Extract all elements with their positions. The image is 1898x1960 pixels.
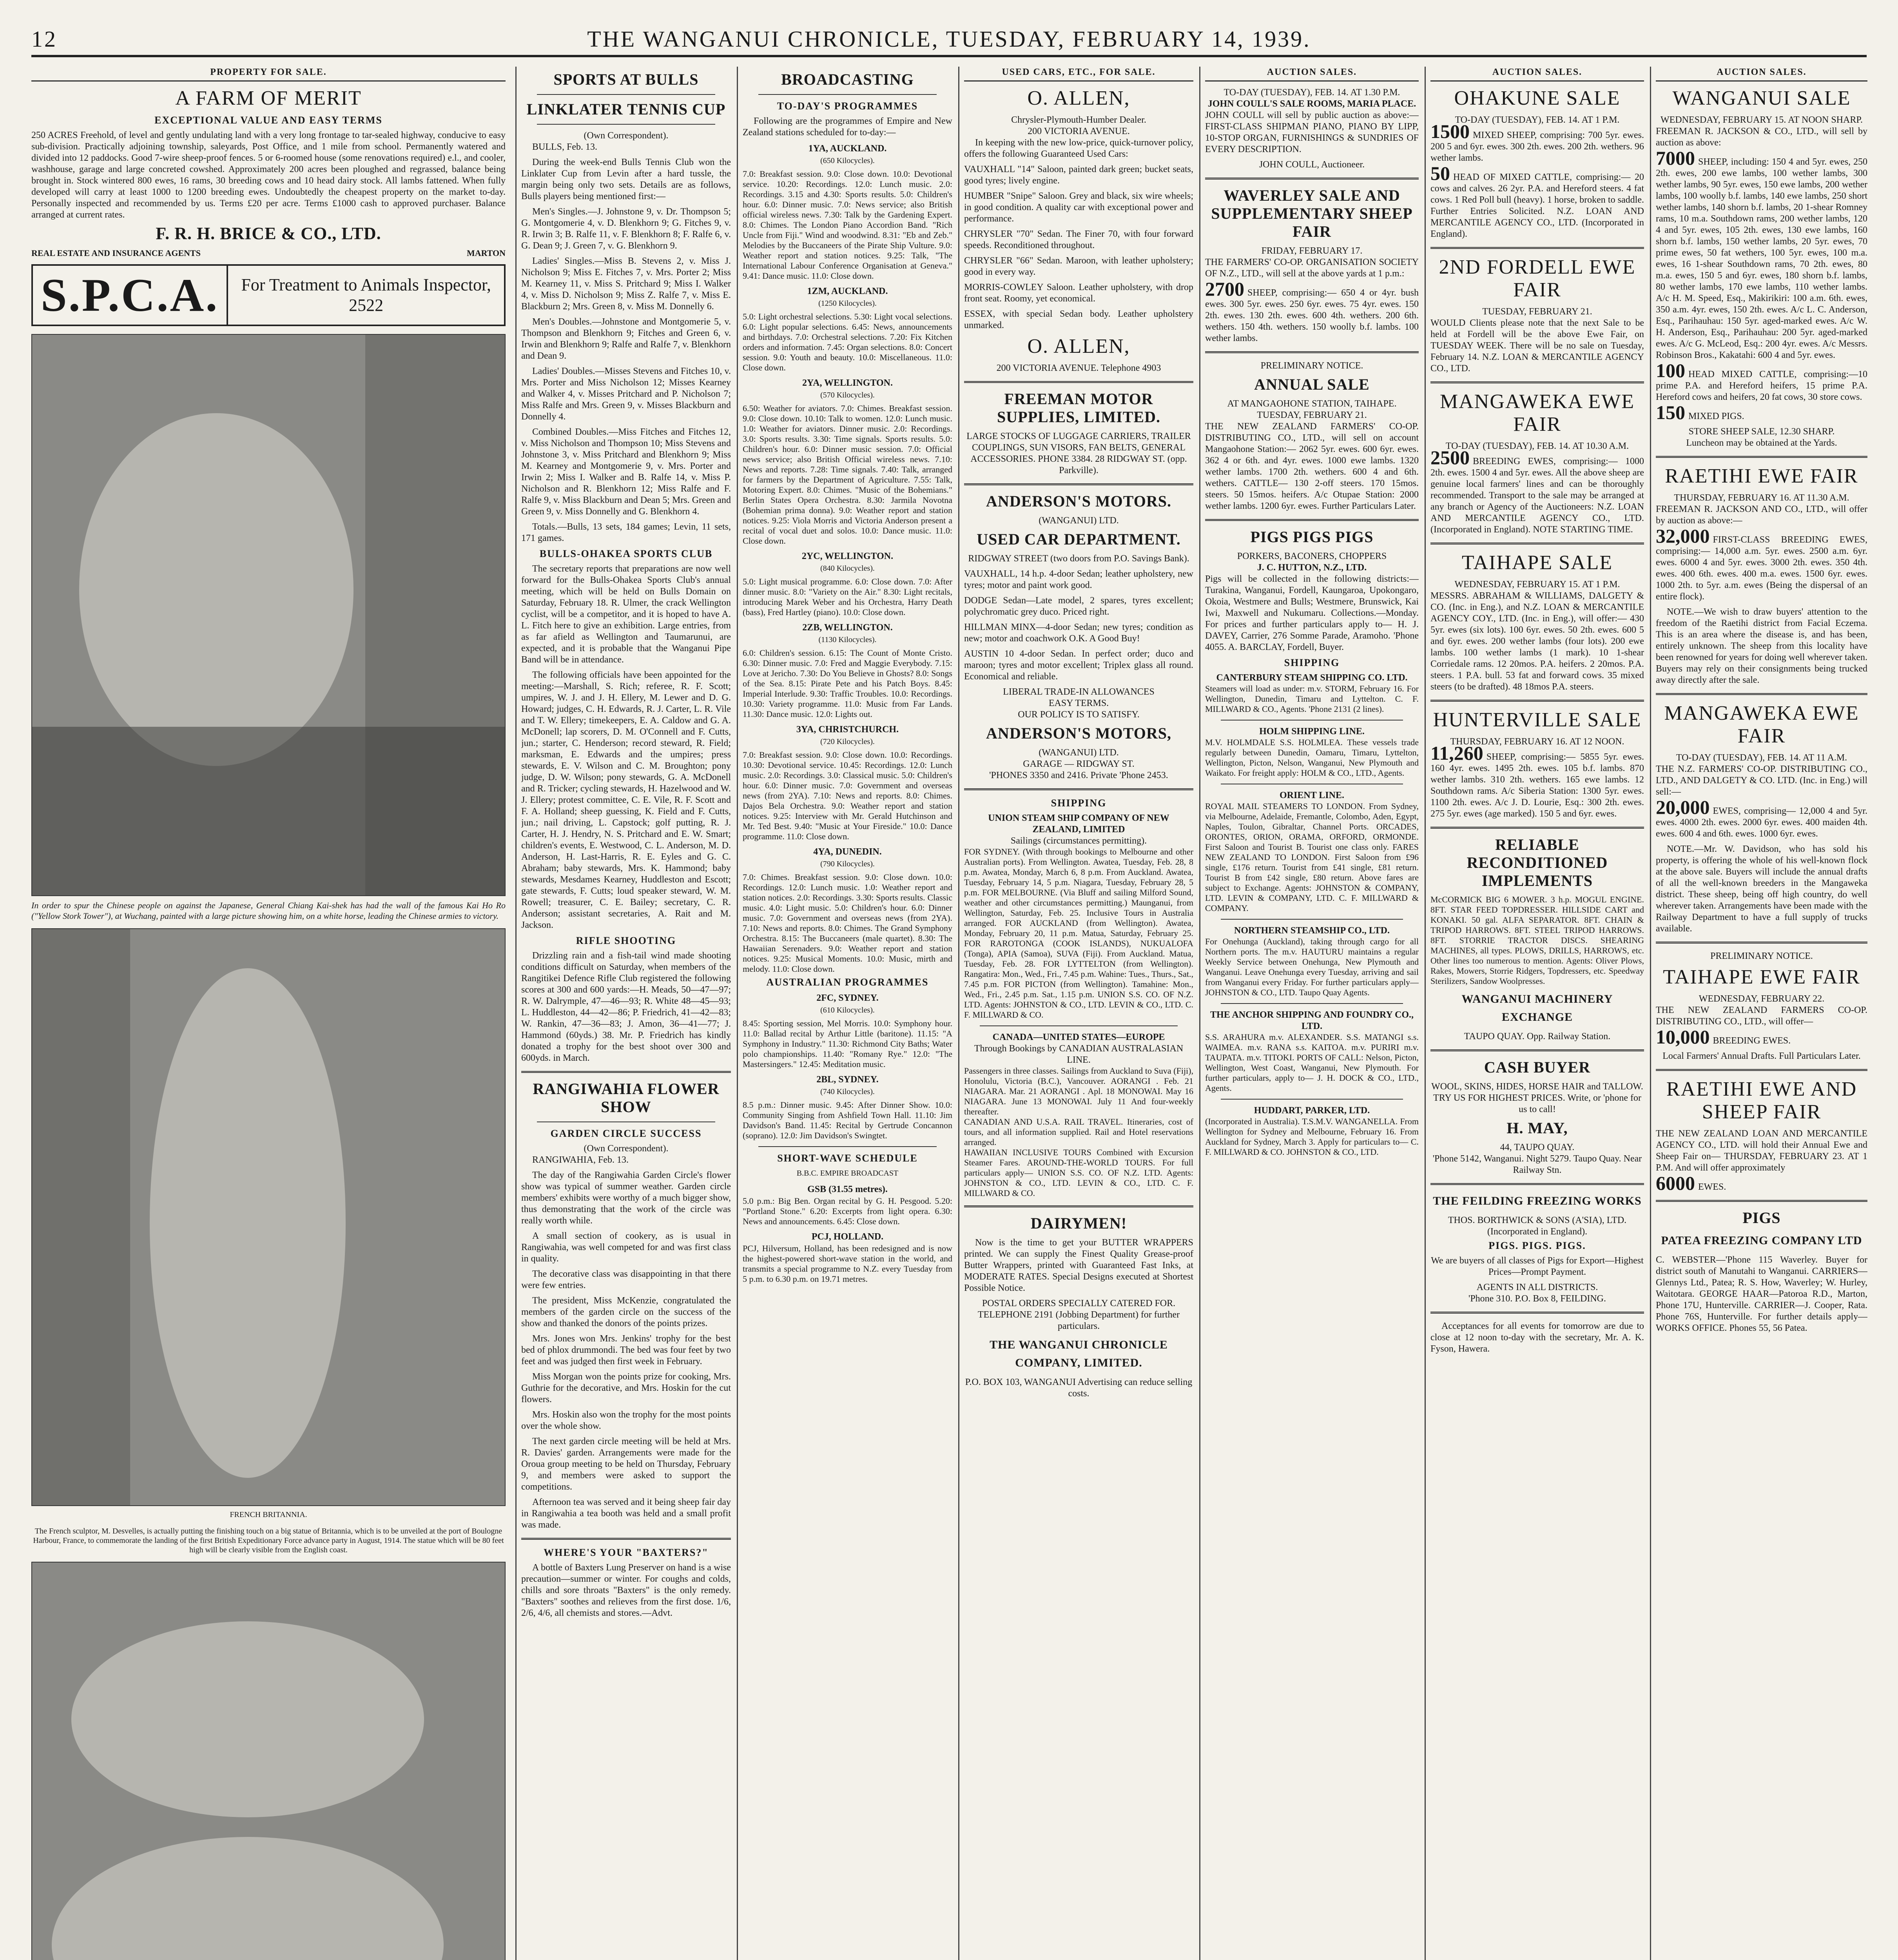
advert-headline: DAIRYMEN! — [1030, 1214, 1127, 1232]
column-broadcasting — [743, 67, 952, 1960]
section-heading: AUCTION SALES. — [1656, 67, 1867, 82]
article-paragraph: The secretary reports that preparations are now well forward for the Bulls-Ohakea Sports Club's annual meeting, which will be held on Bulls Domain on Saturday, February 18. R. Ulmer, the crack Wellington cyclist, will be a competitor, and it is hoped to have A. L. Fitch here to give an exhibition. Large entries, from as far afield as Wellington and Taumarunui, are expected, and it is probable that the Wanganui Pipe Band will be in attendance. — [521, 564, 731, 665]
station-name: PCJ, HOLLAND. — [811, 1232, 884, 1242]
station-name: 1YA, AUCKLAND. — [808, 143, 887, 154]
sale-title: ANNUAL SALE — [1254, 376, 1370, 393]
lot-items: SHEEP, comprising:— 5855 5yr. ewes. 160 4yr. ewes. 1495 2th. ewes. 105 b.f. lambs. 870 wether lambs. 310 2th. wethers. 165 ewe lambs. 12 Southdown rams. A/c Siberia Station: 1300 5yr. ewes. 1100 2th. ewes. A/c J. D. Lourie, Esq.: 300 2th. ewes. 275 5yr. ewes (age marked). 150 5 and 6yr. ewes. — [1430, 752, 1644, 819]
advert-headline: CASH BUYER — [1484, 1058, 1591, 1076]
department-address: RIDGWAY STREET (two doors from P.O. Savings Bank). — [968, 554, 1189, 564]
sale-date: THURSDAY, FEBRUARY 16. AT 11.30 A.M. — [1674, 493, 1849, 503]
shipping-schedule: M.V. HOLMDALE S.S. HOLMLEA. These vessels trade regularly between Dunedin, Oamaru, Timaru, Lyttelton, Wellington, Picton, Nelson, Wanganui, New Plymouth and Waikato. For freight apply: HOLM & CO., LTD., Agents. — [1205, 737, 1419, 778]
sale-title: RAETIHI EWE FAIR — [1665, 465, 1858, 487]
station-frequency: (1250 Kilocycles). — [818, 299, 877, 308]
shipping-schedule: Steamers will load as under: m.v. STORM, February 16. For Wellington, Dunedin, Timaru and Lyttelton. C. F. MILLWARD & CO., Agents. 'Phone 2131 (2 lines). — [1205, 684, 1419, 714]
advert-line: LIBERAL TRADE-IN ALLOWANCES — [1003, 687, 1155, 697]
section-subheading: SHIPPING — [1051, 797, 1107, 809]
lot-items: SHEEP, comprising:— 650 4 or 4yr. bush ewes. 300 5yr. ewes. 250 6yr. ewes. 75 4yr. ewes. 150 2th. ewes. 130 2th. ewes. 600 4th. wethers. 200 6th. wethers. 150 4th. wethers. 150 woolly b.f. lambs. 100 wether lambs. — [1205, 288, 1419, 343]
section-heading: BROADCASTING — [781, 71, 914, 88]
station-frequency: (790 Kilocycles). — [820, 860, 875, 868]
lot-items: BREEDING EWES. — [1713, 1036, 1791, 1046]
advertiser-name: FREEMAN MOTOR SUPPLIES, LIMITED. — [997, 390, 1160, 426]
advertiser-name: PATEA FREEZING COMPANY LTD — [1661, 1234, 1862, 1247]
sale-date: TUESDAY, FEBRUARY 21. — [1482, 307, 1592, 317]
advertiser-name: THE WANGANUI CHRONICLE COMPANY, LIMITED. — [990, 1338, 1168, 1369]
photo-yellow-stork-tower — [31, 334, 506, 896]
station-programme: 6.50: Weather for aviators. 7.0: Chimes. Breakfast session. 9.0: Close down. 10.10: Talk to women. 12.0: Lunch music. 1.0: Weather for aviators. Dinner music. 2.0: Recordings. 3.0: Sports results. 3.30: Time signals. Sports results. 5.0: Children's hour. 6.0: Dinner music session. 7.0: Official news service; also British Official wireless news. 7.10: News and reports. 7.28: Time signals. 7.40: Talk, arranged for farmers by the Department of Agriculture. 7.55: Talk, Motoring Expert. 8.0: Chimes. "Music of the Bohemians." Berlin States Opera Orchestra. 8.30: Jarmila Novotna (Bohemian prima donna). 9.0: Weather report and station notices. 9.25: Viola Morris and Victoria Anderson present a recital of vocal duet and solos. 10.0: Dance music. 11.0: Close down. — [743, 403, 952, 546]
sale-body: THE NEW ZEALAND FARMERS CO-OP. DISTRIBUTING CO., LTD., will offer— — [1656, 1005, 1867, 1027]
lot-count: 32,000 — [1656, 525, 1710, 547]
shipping-schedule: Passengers in three classes. Sailings from Auckland to Suva (Fiji), Honolulu, Victoria (B.C.), Vancouver. AORANGI . Feb. 21 NIAGARA. Mar. 21 AORANGI . Apl. 18 MONOWAI. May 16 NIAGARA. June 13 MONOWAI. July 11 And four-weekly thereafter. — [964, 1066, 1193, 1116]
shipping-schedule: For Onehunga (Auckland), taking through cargo for all Northern ports. The m.v. HAUTURU maintains a regular Weekly Service between Onehunga, New Plymouth and Wanganui. Leave Onehunga every Tuesday, arriving and sail from Wanganui every Friday. For further particulars apply— JOHNSTON & CO., LTD. Taupo Quay Agents. — [1205, 936, 1419, 997]
car-listing: ESSEX, with special Sedan body. Leather upholstery unmarked. — [964, 309, 1193, 330]
spca-logo: S.P.C.A. — [33, 266, 228, 325]
advert-headline: WHERE'S YOUR "BAXTERS?" — [544, 1547, 709, 1558]
lot-count: 150 — [1656, 401, 1685, 423]
station-programme: 5.0: Light orchestral selections. 5.30: Light vocal selections. 6.0: Light popular selections. 6.45: News, announcements and birthdays. 7.0: Orchestral selections. 7.20: Fix Kitchen orders and information. 7.45: Organ selections. 8.0: Concert session. 9.0: Youth and beauty. 10.0: Miscellaneous. 11.0: Close down. — [743, 312, 952, 372]
photo-french-britannia — [31, 928, 506, 1506]
column-rule — [1425, 67, 1426, 1960]
notice-label: PRELIMINARY NOTICE. — [1710, 951, 1813, 961]
advert-body: C. WEBSTER—'Phone 115 Waverley. Buyer for district south of Manutahi to Wanganui. CARRIERS—Glennys Ltd., Patea; R. S. How, Waverley; W. Hurley, Waitotara. GEORGE HAAR—Patoroa R.D., Marton, Phone 17U, Hunterville. CARRIER—J. Cooper, Rata. Phone 76S, Hunterville. For further details apply— WORKS OFFICE. Phones 55, 56 Patea. — [1656, 1255, 1867, 1333]
station-frequency: (740 Kilocycles). — [820, 1087, 875, 1096]
advertiser-address: TAUPO QUAY. Opp. Railway Station. — [1464, 1031, 1611, 1042]
car-listing: HUMBER "Snipe" Saloon. Grey and black, six wire wheels; in good condition. A quality car with exceptional power and performance. — [964, 191, 1193, 224]
column-rule — [1199, 67, 1200, 1960]
lot-count: 20,000 — [1656, 796, 1710, 818]
shipping-sub: Sailings (circumstances permitting). — [1010, 836, 1147, 846]
car-listing: MORRIS-COWLEY Saloon. Leather upholstery, with drop front seat. Roomy, yet economical. — [964, 282, 1193, 304]
advert-headline: PIGS. PIGS. PIGS. — [1488, 1240, 1586, 1251]
shipping-schedule: ROYAL MAIL STEAMERS TO LONDON. From Sydney, via Melbourne, Adelaide, Fremantle, Colombo, Aden, Egypt, Naples, Toulon, Gibraltar, Channel Ports. ORCADES, ORONTES, ORION, ORAMA, ORFORD, ORMONDE. First Saloon and Tourist B. Tourist one class only. FARES NEW ZEALAND TO LONDON. First Saloon from £96 single, £176 return. Tourist from £41 single, £81 return. Tourist B from £42 single, £80 return. Above fares are subject to Exchange. Agents: JOHNSTON & COMPANY, LTD. LEVIN & COMPANY, LTD. C. F. MILLWARD & COMPANY. — [1205, 801, 1419, 913]
article-subhead: RIFLE SHOOTING — [576, 935, 676, 946]
agent-town: MARTON — [466, 248, 506, 258]
sale-date: TO-DAY (TUESDAY), FEB. 14. AT 10.30 A.M. — [1445, 441, 1629, 451]
station-name: 2BL, SYDNEY. — [816, 1074, 879, 1085]
dealer-address: 200 VICTORIA AVENUE. Telephone 4903 — [996, 363, 1161, 373]
sale-title: MANGAWEKA EWE FAIR — [1440, 390, 1635, 436]
column-rule — [515, 67, 517, 1960]
buyer-name: J. C. HUTTON, N.Z., LTD. — [1257, 563, 1367, 573]
sale-date: TO-DAY (TUESDAY), FEB. 14. AT 1.30 P.M. — [1224, 87, 1400, 98]
sale-venue: AT MANGAOHONE STATION, TAIHAPE. — [1227, 399, 1397, 409]
advertiser-name: WANGANUI MACHINERY EXCHANGE — [1461, 993, 1613, 1024]
article-subhead: GARDEN CIRCLE SUCCESS — [550, 1128, 702, 1139]
lot-items: MIXED PIGS. — [1688, 411, 1744, 421]
shipping-company: HUDDART, PARKER, LTD. — [1254, 1105, 1370, 1116]
notice-label: PRELIMINARY NOTICE. — [1260, 361, 1363, 371]
station-programme: 7.0: Chimes. Breakfast session. 9.0: Close down. 10.0: Recordings. 12.0: Lunch music. 1.0: Weather report and station notices. 2.0: Recordings. 3.30: Sports results. Classic music. 4.0: Light music. 5.0: Children's hour. 6.0: Dinner music. 7.0: Government and overseas news (from 2YA). 7.10: News and reports. 8.0: Chimes. The Grand Symphony Orchestra. 8.15: The Buccaneers (male quartet). 8.30: The Hawaiian Serenaders. 9.0: Weather report and station notices. 9.25: Musical Moments. 10.0: Music, mirth and melody. 11.0: Close down. — [743, 872, 952, 974]
byline: (Own Correspondent). — [584, 1143, 669, 1154]
article-headline: LINKLATER TENNIS CUP — [526, 100, 726, 118]
dealer-sub: Chrysler-Plymouth-Humber Dealer. — [1011, 115, 1146, 125]
station-programme: 8.5 p.m.: Dinner music. 9.45: After Dinner Show. 10.0: Community Singing from Ashfield Town Hall. 11.10: Jim Davidson's Band. 11.45: Recital by Gertrude Concannon (soprano). 12.0: Jim Davidson's Swingtet. — [743, 1100, 952, 1140]
article-paragraph: A small section of cookery, as is usual in Rangiwahia, was well competed for and was first class in quality. — [521, 1231, 731, 1264]
car-listing: VAUXHALL, 14 h.p. 4-door Sedan; leather upholstery, new tyres; motor and paint work good. — [964, 569, 1193, 590]
page-number: 12 — [31, 26, 57, 52]
sale-date: TUESDAY, FEBRUARY 21. — [1257, 410, 1367, 420]
sale-date: TO-DAY (TUESDAY), FEB. 14. AT 11 A.M. — [1676, 753, 1847, 763]
car-list — [964, 164, 1193, 331]
sale-title: TAIHAPE EWE FAIR — [1663, 966, 1860, 988]
sale-date: WEDNESDAY, FEBRUARY 22. — [1699, 994, 1825, 1004]
lot-items: HEAD OF MIXED CATTLE, comprising:— 20 cows and calves. 26 2yr. P.A. and Hereford steers. 4 fat cows. 1 Red Poll bull (heavy). 1 horse, broken to saddle. Further Entries Solicited. N.Z. LOAN AND MERCANTILE AGENCY CO., LTD. (Incorporated in England). — [1430, 172, 1644, 239]
lot-count: 11,260 — [1430, 742, 1483, 764]
lot-items: FIRST-CLASS BREEDING EWES, comprising:— 14,000 a.m. 5yr. ewes. 2500 a.m. 6yr. ewes. 6000 4 and 5yr. ewes. 3000 2th. ewes. 350 4th. ewes. 400 6th. ewes. 400 m.a. ewes. 1500 6yr. ewes. 1000 2th. to 5yr. a.m. ewes (Being the dispersal of an entire flock). — [1656, 535, 1867, 602]
lot-items: HEAD MIXED CATTLE, comprising:—10 prime P.A. and Hereford heifers, 15 prime P.A. Hereford cows and heifers, 20 fat cows, 30 store cows. — [1656, 369, 1867, 402]
advertiser-name: ANDERSON'S MOTORS, — [986, 724, 1171, 742]
sale-note: NOTE.—Mr. W. Davidson, who has sold his property, is offering the whole of his well-known flock at the above sale. Buyers will include the annual drafts of all the well-known breeders in the Mangaweka district. These sheep, being off high country, do well wherever taken. Arrangements have been made with the Railway Department to have a full supply of trucks available. — [1656, 844, 1867, 934]
advertiser-sub: P.O. BOX 103, WANGANUI Advertising can reduce selling costs. — [965, 1377, 1193, 1399]
sale-date: WEDNESDAY, FEBRUARY 15. AT 1 P.M. — [1454, 579, 1620, 590]
sale-date: THURSDAY, FEBRUARY 16. AT 12 NOON. — [1450, 737, 1624, 747]
shipping-schedule: HAWAIIAN INCLUSIVE TOURS Combined with Excursion Steamer Fares. AROUND-THE-WORLD TOURS. For full particulars apply— UNION S.S. CO. OF N.Z. LTD. Agents: JOHNSTON & CO., LTD. LEVIN & CO., LTD. C. F. MILLWARD & CO. — [964, 1147, 1193, 1198]
station-programme: 6.0: Children's session. 6.15: The Count of Monte Cristo. 6.30: Dinner music. 7.0: Fred and Maggie Everybody. 7.15: Love at Jericho. 7.30: Do You Believe in Ghosts? 8.0: Songs of the Sea. 8.15: Pirate Pete and his Patch Boys. 8.45: Imperial Interlude. 9.30: Traffic Troubles. 10.0: Recordings. 10.30: Variety programme. 11.0: Music from Far Lands. 11.30: Dance music. 12.0: Lights out. — [743, 648, 952, 719]
sale-body: JOHN COULL will sell by public auction as above:— FIRST-CLASS SHIPMAN PIANO, PIANO BY LIPP, 10-STOP ORGAN, FURNISHINGS & SUNDRIES OF EVERY DESCRIPTION. — [1205, 110, 1419, 154]
intro-paragraph: Following are the programmes of Empire and New Zealand stations scheduled for to-day:— — [743, 116, 952, 138]
sale-body: THE NEW ZEALAND LOAN AND MERCANTILE AGENCY CO., LTD. will hold their Annual Ewe and Sheep Fair on— THURSDAY, FEBRUARY 23. AT 1 P.M. And will offer approximately — [1656, 1129, 1867, 1173]
section-heading: PROPERTY FOR SALE. — [31, 67, 506, 82]
article-paragraph: The decorative class was disappointing in that there were few entries. — [521, 1269, 731, 1290]
sale-title: MANGAWEKA EWE FAIR — [1664, 702, 1859, 747]
station-frequency: (1130 Kilocycles). — [818, 635, 877, 644]
station-programme: 5.0 p.m.: Big Ben. Organ recital by G. H. Pesgood. 5.20: "Portland Stone." 6.20: Excerpts from light opera. 6.30: News and announcements. 6.45: Close down. — [743, 1196, 952, 1226]
advertiser-name: H. MAY, — [1506, 1119, 1568, 1137]
dateline: RANGIWAHIA, Feb. 13. — [532, 1155, 629, 1165]
sale-body: MESSRS. ABRAHAM & WILLIAMS, DALGETY & CO. (Inc. in Eng.), and N.Z. LOAN & MERCANTILE AGENCY COY., LTD. (Inc. in Eng.), will offer:— 430 5yr. ewes (six lots). 100 6yr. ewes. 50 2th. ewes. 600 5 and 6yr. ewes. 200 wether lambs (four lots). 200 ewe lambs. 100 wether lambs (1 mark). 10 1-shear Corriedale rams. 12 20mos. P.A. heifers. 2 20mos. P.A. steers. 1 P.A. bull. 53 fat and forward cows. 35 mixed steers (to be drafted). 48 18mos P.A. steers. — [1430, 591, 1644, 692]
shipping-company: HOLM SHIPPING LINE. — [1259, 726, 1365, 737]
article-paragraph: Afternoon tea was served and it being sheep fair day in Rangiwahia a tea booth was held and a small profit was made. — [521, 1497, 731, 1530]
article-paragraph: The next garden circle meeting will be held at Mrs. R. Davies' garden. Arrangements were made for the Oroua group meeting to be held on Thursday, February 9, and members were asked to support the competitions. — [521, 1436, 731, 1492]
shipping-schedule: CANADIAN AND U.S.A. RAIL TRAVEL. Itineraries, cost of tours, and all information supplied. Rail and Hotel reservations arranged. — [964, 1117, 1193, 1147]
station-name: 3YA, CHRISTCHURCH. — [796, 724, 899, 735]
car-listing: AUSTIN 10 4-door Sedan. In perfect order; duco and maroon; tyres and motor excellent; Triplex glass all round. Economical and reliable. — [964, 649, 1193, 682]
station-programme: PCJ, Hilversum, Holland, has been redesigned and is now the highest-powered short-wave station in the world, and transmits a special programme to N.Z. every Tuesday from 5 p.m. to 6.30 p.m. on 19.71 metres. — [743, 1243, 952, 1284]
section-subheading: SHORT-WAVE SCHEDULE — [777, 1152, 918, 1164]
sale-note: Local Farmers' Annual Drafts. Full Particulars Later. — [1662, 1051, 1861, 1061]
car-listing: VAUXHALL "14" Saloon, painted dark green; bucket seats, good tyres; lively engine. — [964, 164, 1193, 186]
advertiser-name: RELIABLE RECONDITIONED IMPLEMENTS — [1467, 836, 1608, 889]
car-listing: DODGE Sedan—Late model, 2 spares, tyres excellent; polychromatic grey duco. Priced right. — [964, 595, 1193, 617]
advert-line: EASY TERMS. — [1048, 698, 1109, 708]
sale-body: THE NEW ZEALAND FARMERS' CO-OP. DISTRIBUTING CO., LTD., will sell on account Mangaohone Station:— 2062 5yr. ewes. 600 6yr. ewes. 362 4 or 6th. and 4yr. ewes. 1000 ewe lambs. 1320 wether lambs. 1700 2th. wethers. 600 4 and 6th. wethers. CATTLE— 130 2-off steers. 170 15mos. steers. 50 15mos. heifers. A/c Otupae Station: 2000 wether lambs. 1200 6yr. ewes. Further Particulars Later. — [1205, 421, 1419, 511]
column-property-and-photos — [31, 67, 506, 1960]
station-name: 2ZB, WELLINGTON. — [802, 622, 893, 633]
sale-title: OHAKUNE SALE — [1454, 87, 1621, 109]
article-paragraph: Miss Morgan won the points prize for cooking, Mrs. Guthrie for the decorative, and Mrs. Hoskin for the cut flowers. — [521, 1372, 731, 1405]
lot-items: BREEDING EWES, comprising:— 1000 2th. ewes. 1500 4 and 5yr. ewes. All the above sheep are genuine local farmers' lines and can be thoroughly recommended. Transport to the sale may be arranged at any branch or Agency of the Auctioneers: N.Z. LOAN AND MERCANTILE AGENCY CO., LTD. (Incorporated in England). NOTE STARTING TIME. — [1430, 456, 1644, 535]
section-heading: AUCTION SALES. — [1430, 67, 1644, 82]
car-listing: HILLMAN MINX—4-door Sedan; new tyres; condition as new; motor and coachwork O.K. A Good Buy! — [964, 622, 1193, 644]
article-paragraph: Totals.—Bulls, 13 sets, 184 games; Levin, 11 sets, 171 games. — [521, 522, 731, 543]
photo-caption: In order to spur the Chinese people on against the Japanese, General Chiang Kai-shek has had the wall of the famous Kai Ho Ro ("Yellow Stork Tower"), at Wuchang, painted with a large picture showing him, on a white horse, leading the Chinese armies to victory. — [31, 900, 506, 921]
advertiser-phone: 'Phone 5142, Wanganui. Night 5279. Taupo Quay. Near Railway Stn. — [1432, 1154, 1642, 1175]
section-subheading: AUSTRALIAN PROGRAMMES — [766, 976, 929, 988]
sale-title: TAIHAPE SALE — [1461, 552, 1613, 574]
agent-description: REAL ESTATE AND INSURANCE AGENTS — [31, 248, 201, 258]
dealer-intro: In keeping with the new low-price, quick-turnover policy, offers the following Guaranteed Used Cars: — [964, 138, 1193, 159]
station-name: 1ZM, AUCKLAND. — [807, 286, 888, 296]
station-programme: 8.45: Sporting session, Mel Morris. 10.0: Symphony hour. 11.0: Ballad recital by Arthur Little (baritone). 11.15: "A Symphony in Industry." 11.30: Richmond City Baths; Water polo championships. 11.40: "Romany Rye." 12.0: "The Mastersingers." 12.45: Meditation music. — [743, 1018, 952, 1069]
shipping-schedule: S.S. ARAHURA m.v. ALEXANDER. S.S. MATANGI s.s. WAIMEA. m.v. RANA s.s. KAITOA. m.v. PURIRI m.v. TAUPATA. m.v. TITOKI. PORTS OF CALL: Nelson, Picton, Wellington, West Coast, Wanganui, New Plymouth. For further particulars, apply to— J. H. DOCK & CO., LTD., Agents. — [1205, 1032, 1419, 1093]
lot-count: 10,000 — [1656, 1026, 1710, 1048]
station-frequency: (650 Kilocycles). — [820, 156, 875, 165]
sale-note: NOTE.—We wish to draw buyers' attention to the freedom of the Raetihi district from Facial Eczema. This is an area where the disease is, and has been, entirely unknown. The sheep from this locality have been renowned for years for doing well wherever taken. Buyers may rely on their consignments being trucked away directly after the sale. — [1656, 607, 1867, 685]
spca-text: For Treatment to Animals Inspector, 2522 — [241, 275, 491, 315]
dealer-address: 200 VICTORIA AVENUE. — [1028, 126, 1130, 136]
article-subhead: BULLS-OHAKEA SPORTS CLUB — [539, 548, 713, 559]
column-rule — [1650, 67, 1651, 1960]
advert-body: POSTAL ORDERS SPECIALLY CATERED FOR. TELEPHONE 2191 (Jobbing Department) for further particulars. — [977, 1298, 1180, 1331]
column-auction-sales — [1430, 67, 1644, 1960]
dealer-name: O. ALLEN, — [1027, 87, 1130, 109]
shipping-company: UNION STEAM SHIP COMPANY OF NEW ZEALAND, LIMITED — [988, 813, 1169, 835]
shipping-company: ORIENT LINE. — [1280, 790, 1344, 800]
advertiser-name: ANDERSON'S MOTORS. — [986, 492, 1171, 510]
article-paragraph: Men's Singles.—J. Johnstone 9, v. Dr. Thompson 5; G. Montgomerie 4, v. D. Blenkhorn 9; G. Fitches 9, v. R. Irwin 3; B. Ralfe 11, v. F. Blenkhorn 8; F. Ralfe 6, v. G. Dean 9; J. Green 7, v. G. Blenkhorn 9. — [521, 207, 731, 251]
photo-caption-title: FRENCH BRITANNIA. — [230, 1510, 307, 1519]
dateline: BULLS, Feb. 13. — [532, 142, 598, 152]
article-paragraph: Combined Doubles.—Miss Fitches and Fitches 12, v. Miss Nicholson and Thompson 10; Miss Stevens and Johnstone 3, v. Miss Pritchard and Blenkhorn 9; Miss M. Kearney and Montgomerie 9, v. Mrs. Porter and Irwin 2; Miss I. Walker and B. Ralfe 14, v. Miss P. Nicholson and R. Blenkhorn 12; Miss Ralfe and F. Ralfe 9, v. Miss Blackburn and Dean 5; Mrs. Green and Green 9, v. Miss Donnelly and G. Blenkhorn 4. — [521, 427, 731, 517]
sale-body: THE N.Z. FARMERS' CO-OP. DISTRIBUTING CO., LTD., AND DALGETY & CO. LTD. (Inc. in Eng.) will sell:— — [1656, 764, 1867, 797]
station-frequency: (840 Kilocycles). — [820, 564, 875, 573]
photo-bathing-beauties — [31, 1562, 506, 1960]
sale-title: WANGANUI SALE — [1672, 87, 1851, 109]
station-frequency: (570 Kilocycles). — [820, 391, 875, 399]
advertiser-sub: (WANGANUI) LTD. — [1039, 515, 1119, 526]
department-name: USED CAR DEPARTMENT. — [977, 530, 1181, 548]
station-name: 4YA, DUNEDIN. — [813, 847, 882, 857]
shipping-company: CANTERBURY STEAM SHIPPING CO. LTD. — [1216, 673, 1408, 683]
section-subheading: SHIPPING — [1284, 657, 1340, 668]
lot-items: EWES, comprising— 12,000 4 and 5yr. ewes. 4000 2th. ewes. 2000 6yr. ewes. 400 maiden 4th. ewes. 600 4 and 6th. ewes. 1000 6yr. ewes. — [1656, 806, 1867, 839]
shipping-company: NORTHERN STEAMSHIP CO., LTD. — [1234, 926, 1390, 936]
advert-body: McCORMICK BIG 6 MOWER. 3 h.p. MOGUL ENGINE. 8FT. STAR FEED TOPDRESSER. HILLSIDE CART and KONAKI. 50 gal. ALFA SEPARATOR. 8FT. CHAIN & TRIPOD HARROWS. 8FT. STEEL TRIPOD HARROWS. 8FT. STORRIE TRACTOR DISCS. SHEARING MACHINES, all types. PLOWS, DRILLS, HARROWS, etc. Other lines too numerous to mention. Agents: Oliver Plows, Rakes, Mowers, Storrie Ridgers, Topdressers, etc. Speedway Sterilizers, Sandow Woolpresses. — [1430, 895, 1644, 986]
lot-items: MIXED SHEEP, comprising: 700 5yr. ewes. 200 5 and 6yr. ewes. 300 2th. ewes. 200 2th. wethers. 96 wether lambs. — [1430, 130, 1644, 163]
article-paragraph: Mrs. Hoskin also won the trophy for the most points over the whole show. — [521, 1410, 731, 1431]
station-frequency: (610 Kilocycles). — [820, 1006, 875, 1014]
car-listing: CHRYSLER "70" Sedan. The Finer 70, with four forward speeds. Reconditioned throughout. — [964, 229, 1193, 250]
newspaper-title: THE WANGANUI CHRONICLE, TUESDAY, FEBRUARY 14, 1939. — [587, 26, 1311, 52]
article-paragraph: The day of the Rangiwahia Garden Circle's flower show was typical of summer weather. Garden circle members' exhibits were worthy of a much bigger show, thus demonstrating that the work of the circle was really worth while. — [521, 1170, 731, 1226]
sale-title: PIGS PIGS PIGS — [1250, 528, 1374, 546]
advertiser-phones: 'PHONES 3350 and 2416. Private 'Phone 2453. — [989, 770, 1168, 780]
sale-title: HUNTERVILLE SALE — [1433, 709, 1642, 731]
sale-body: THE FARMERS' CO-OP. ORGANISATION SOCIETY OF N.Z., LTD., will sell at the above yards at 1 p.m.: — [1205, 257, 1419, 279]
article-paragraph: The following officials have been appointed for the meeting:—Marshall, S. Rich; referee, R. F. Scott; umpires, W. J. and J. H. Ellery, M. Lewer and D. G. Howard; judges, C. H. Edwards, R. J. Carter, L. R. Vile and T. W. Ellery; timekeepers, E. A. Caldow and G. A. McDonell; lap scorers, D. M. O'Connell and F. Cutts, jun.; starter, C. Henderson; record steward, R. Field; marksman, E. Edwards and the umpires; press stewards, E. V. Wilson and C. M. Broughton; pony judge, D. W. Wilson; pony stewards, G. A. McDonell and R. Tricker; cycling stewards, H. Hazelwood and W. J. Ellery; protest committee, C. E. Vile, R. F. Scott and F. A. Holland; sheep guessing, K. Field and F. Cutts, jun.; nail driving, L. Capstock; golf putting, R. J. Carter, H. J. Hendry, N. S. Pritchard and E. W. Smart; children's events, E. Westwood, C. L. Anderson, M. D. Anderson, H. Last-Harris, R. E. Eyles and G. C. Abraham; baby stewards, Mrs. K. Hammond; baby stewards, Mesdames Kearney, Huddleston and Escott; gate stewards, F. Cutts; loud speaker steward, W. M. Rowell; treasurer, C. E. Bailey; secretary, C. R. Anderson; assistant secretaries, A. Rait and M. Jackson. — [521, 670, 731, 930]
advertiser-sub: THOS. BORTHWICK & SONS (A'SIA), LTD. (Incorporated in England). — [1448, 1215, 1627, 1237]
station-name: GSB (31.55 metres). — [807, 1184, 888, 1194]
advertiser-sub: (WANGANUI) LTD. — [1039, 748, 1119, 758]
sale-sub: PORKERS, BACONERS, CHOPPERS — [1237, 551, 1387, 561]
station-name: 2YA, WELLINGTON. — [802, 378, 893, 388]
lot-count: 50 — [1430, 162, 1450, 184]
station-frequency: (720 Kilocycles). — [820, 737, 875, 746]
advert-body: We are buyers of all classes of Pigs for Export—Highest Prices—Prompt Payment. — [1431, 1256, 1644, 1277]
sale-note: Luncheon may be obtained at the Yards. — [1686, 438, 1837, 448]
lot-count: 2700 — [1205, 278, 1244, 300]
car-list — [964, 568, 1193, 682]
advertiser-garage: GARAGE — RIDGWAY ST. — [1023, 759, 1135, 769]
advertiser-phone: 'Phone 310. P.O. Box 8, FEILDING. — [1468, 1294, 1606, 1304]
article-paragraph: Ladies' Doubles.—Misses Stevens and Fitches 10, v. Mrs. Porter and Miss Nicholson 12; Misses Kearney and Walker 4, v. Misses Pritchard and P. Nicholson 7; Miss Ralfe and Mrs. Green 9, v. Misses Blackburn and Donnelly 4. — [521, 366, 731, 422]
byline: (Own Correspondent). — [584, 131, 669, 141]
article-paragraph: Mrs. Jones won Mrs. Jenkins' trophy for the best bed of phlox drummondi. The bed was four feet by two feet and was judged then first week in February. — [521, 1334, 731, 1367]
shipping-company: CANADA—UNITED STATES—EUROPE — [992, 1032, 1165, 1042]
sale-body: WOULD Clients please note that the next Sale to be held at Fordell will be the above Ewe Fair, on TUESDAY WEEK. There will be no sale on Tuesday, February 14. N.Z. LOAN & MERCANTILE AGENCY CO., LTD. — [1430, 318, 1644, 374]
advert-body: Now is the time to get your BUTTER WRAPPERS printed. We can supply the Finest Quality Grease-proof Butter Wrappers, printed with Guaranteed Fast Inks, at MODERATE RATES. Special Designs executed at Shortest Possible Notice. — [964, 1238, 1193, 1293]
station-programme: 7.0: Breakfast session. 9.0: Close down. 10.0: Devotional service. 10.20: Recordings. 12.0: Lunch music. 2.0: Recordings. 3.15 and 4.30: Sports results. 5.0: Children's hour. 6.0: Dinner music. 7.0: News service; also British official wireless news. 7.30: Talk by the Gardening Expert. 8.0: Chimes. The London Piano Accordion Band. "Rich Uncle from Fiji." Wind and woodwind. 8.31: "Eb and Zeb." Melodies by the Buccaneers of the Pirate Ship Vulture. 9.0: Weather report and station notices. 9.25: Talk, "The International Labour Conference Organisation at Geneva." 9.41: Dance music. 11.0: Close down. — [743, 169, 952, 281]
dealer-name: O. ALLEN, — [1027, 335, 1130, 358]
advert-line: AGENTS IN ALL DISTRICTS. — [1476, 1282, 1598, 1292]
photo-caption: The French sculptor, M. Desvelles, is actually putting the finishing touch on a big statue of Britannia, which is to be unveiled at the port of Boulogne Harbour, France, to commemorate the landing of the first British Expeditionary Force advance party in August, 1914. The statue which will be 80 feet high will be clearly visible from the English coast. — [33, 1527, 504, 1554]
auctioneer: JOHN COULL, Auctioneer. — [1259, 160, 1365, 170]
lot-count: 2500 — [1430, 446, 1470, 468]
shipping-sub: Through Bookings by CANADIAN AUSTRALASIAN LINE. — [974, 1044, 1184, 1065]
sale-title: WAVERLEY SALE AND SUPPLEMENTARY SHEEP FAIR — [1211, 187, 1413, 240]
lot-count: 6000 — [1656, 1172, 1695, 1194]
sale-date: WEDNESDAY, FEBRUARY 15. AT NOON SHARP. — [1660, 115, 1863, 125]
advert-line: OUR POLICY IS TO SATISFY. — [1018, 710, 1140, 720]
sale-body: FREEMAN R. JACKSON AND CO., LTD., will offer by auction as above:— — [1656, 504, 1867, 526]
article-paragraph: Men's Doubles.—Johnstone and Montgomerie 5, v. Thompson and Blenkhorn 9; Fitches and Green 6, v. Irwin and Blenkhorn 9; Ralfe and Ralfe 7, v. Blenkhorn and Dean 9. — [521, 317, 731, 361]
station-name: 2YC, WELLINGTON. — [801, 551, 894, 561]
shipping-company: THE ANCHOR SHIPPING AND FOUNDRY CO., LTD. — [1210, 1010, 1414, 1031]
lot-count: 100 — [1656, 359, 1685, 381]
advert-body: A bottle of Baxters Lung Preserver on hand is a wise precaution—summer or winter. For coughs and colds, chills and sore throats "Baxters" is the only remedy. "Baxters" soothes and relieves from the first dose. 1/6, 2/6, 4/6, all chemists and stores.—Advt. — [521, 1563, 731, 1618]
lot-count: 1500 — [1430, 120, 1470, 142]
column-rule — [958, 67, 959, 1960]
station-programme: 7.0: Breakfast session. 9.0: Close down. 10.0: Recordings. 10.30: Devotional service. 10.45: Recordings. 12.0: Lunch music. 2.0: Recordings. 3.0: Classical music. 5.0: Children's hour. 6.0: Dinner music. 7.0: Government and overseas news (from 2YA). 7.10: News and reports. 8.0: Chimes. Dajos Bela Orchestra. 9.0: Weather report and station notices. 9.25: Interview with Mr. Gerald Hutchinson and Mr. Ted Best. 9.40: "Music at Your Fireside." 10.0: Dance programme. 11.0: Close down. — [743, 750, 952, 841]
advertiser-name: THE FEILDING FREEZING WORKS — [1433, 1194, 1642, 1207]
column-auction-shipping — [1205, 67, 1419, 1960]
advert-body: WOOL, SKINS, HIDES, HORSE HAIR and TALLOW. TRY US FOR HIGHEST PRICES. Write, or 'phone for us to call! — [1431, 1082, 1643, 1114]
section-heading: AUCTION SALES. — [1205, 67, 1419, 82]
shipping-schedule: FOR SYDNEY. (With through bookings to Melbourne and other Australian ports). From Wellington. Awatea, Tuesday, Feb. 28, 8 p.m. Awatea, Monday, March 6, 8 p.m. From Auckland. Awatea, Tuesday, February 14, 5 p.m. Niagara, Tuesday, February 28, 5 p.m. FOR MELBOURNE. (Via Bluff and sailing Milford Sound, weather and other circumstances permitting.) Maunganui, from Wellington, Saturday, Feb. 25. Inclusive Tours in Australia arranged. FOR AUCKLAND (from Wellington). Awatea, Monday, February 20, 11 p.m. Matua, Saturday, February 25. FOR RAROTONGA (COOK ISLANDS), NUKUALOFA (Tonga), APIA (Samoa), SUVA (Fiji). From Auckland. Matua, Tuesday, Feb. 28. FOR LYTTELTON (from Wellington). Rangatira: Mon., Wed., Fri., 7.45 p.m. Wahine: Tues., Thurs., Sat., 7.45 p.m. FOR PICTON (from Wellington). Tamahine: Mon., Wed., Fri., 2.45 p.m. Sat., 1.15 p.m. UNION S.S. CO. OF N.Z. LTD. Agents: JOHNSTON & CO., LTD. LEVIN & CO., LTD. C. F. MILLWARD & CO. — [964, 847, 1193, 1020]
station-subtitle: B.B.C. EMPIRE BROADCAST — [796, 1169, 899, 1178]
column-sports — [521, 67, 731, 1960]
agent-line — [31, 247, 506, 259]
notice-body: Acceptances for all events for tomorrow are due to close at 12 noon to-day with the secretary, Mr. A. K. Fyson, Hawera. — [1430, 1321, 1644, 1354]
article-paragraph: Ladies' Singles.—Miss B. Stevens 2, v. Miss J. Nicholson 9; Miss E. Fitches 7, v. Mrs. Porter 2; Miss M. Kearney 11, v. Miss S. Pritchard 9; Miss I. Walker 4, v. Miss D. Nicholson 9; Miss Z. Ralfe 7, v. Miss E. Blackburn 2; Mrs. Green 8, v. Miss M. Donnelly 6. — [521, 256, 731, 312]
sale-title: 2ND FORDELL EWE FAIR — [1439, 256, 1636, 301]
station-list — [743, 993, 952, 1141]
station-list — [743, 143, 952, 974]
farm-ad-title: A FARM OF MERIT — [175, 87, 362, 109]
section-heading: USED CARS, ETC., FOR SALE. — [964, 67, 1193, 82]
article-paragraph: The president, Miss McKenzie, congratulated the members of the garden circle on the success of the show and thanked the donors of the points prizes. — [521, 1296, 731, 1328]
section-subheading: TO-DAY'S PROGRAMMES — [777, 100, 918, 112]
article-headline: RANGIWAHIA FLOWER SHOW — [533, 1080, 720, 1116]
shipping-schedule: (Incorporated in Australia). T.S.M.V. WANGANELLA. From Wellington for Sydney and Melbourne, February 16. From Auckland for Sydney, March 3. Apply for particulars to— C. F. MILLWARD & CO. JOHNSTON & CO., LTD. — [1205, 1116, 1419, 1157]
section-heading: SPORTS AT BULLS — [553, 71, 699, 88]
column-auction-sales-2 — [1656, 67, 1867, 1960]
sale-venue: JOHN COULL'S SALE ROOMS, MARIA PLACE. — [1207, 99, 1416, 109]
article-paragraph: Drizzling rain and a fish-tail wind made shooting conditions difficult on Saturday, when members of the Rangitikei Defence Rifle Club registered the following scores at 300 and 600 yards:—H. Meads, 50—47—97; R. W. Dalrymple, 47—46—93; R. White 48—45—93; L. Huddleston, 44—42—86; P. Friedrich, 41—42—83; W. Rankin, 47—36—83; J. Amon, 36—41—77; J. Hammond (60yds.) 38. Mr. P. Friedrich has kindly donated a trophy for the best shoot over 300 and 600yds. in March. — [521, 951, 731, 1063]
sale-body: FREEMAN R. JACKSON & CO., LTD., will sell by auction as above: — [1656, 126, 1867, 148]
column-used-cars-shipping — [964, 67, 1193, 1960]
advertiser-address: 44, TAUPO QUAY. — [1500, 1142, 1575, 1152]
car-listing: CHRYSLER "66" Sedan. Maroon, with leather upholstery; good in every way. — [964, 256, 1193, 277]
sale-title: RAETIHI EWE AND SHEEP FAIR — [1666, 1078, 1857, 1123]
spca-ad — [31, 264, 506, 326]
agent-name: F. R. H. BRICE & CO., LTD. — [156, 224, 381, 243]
farm-ad-subtitle: EXCEPTIONAL VALUE AND EASY TERMS — [154, 114, 383, 126]
masthead — [31, 24, 1867, 57]
sale-date: FRIDAY, FEBRUARY 17. — [1261, 246, 1363, 256]
lot-count: 7000 — [1656, 147, 1695, 169]
sale-date: TO-DAY (TUESDAY), FEB. 14. AT 1 P.M. — [1455, 115, 1620, 125]
farm-ad-body: 250 ACRES Freehold, of level and gently undulating land with a very long frontage to tar-sealed highway, conducive to easy sub-division. Practically adjoining township, saleyards, Post Office, and 1 mile from school. Permanently watered and divided into 12 paddocks. Good 7-wire sheep-proof fences. 5 or 6-roomed house (some renovations required) e.l., and cooler, washhouse, garage and large concreted cowshed. Approximately 200 acres been ploughed and regrassed, balance being brought in. Stock wintered 800 ewes, 16 rams, 30 breeding cows and 10 head dairy stock. All lambs fattened. When fully developed will carry at least 1000 to 1200 breeding ewes. Undoubtedly the cheapest property on the market to-day. Personally inspected and recommended by us. Terms £20 per acre. Terms £1000 cash to approved purchaser. Balance arranged at current rates. — [31, 130, 506, 220]
sale-body: Pigs will be collected in the following districts:—Turakina, Wanganui, Fordell, Kaungaroa, Upokongaro, Okoia, Westmere and Bulls; Westmere, Brunswick, Kai Iwi, Maxwell and Nukumaru. Collections.—Monday. For prices and further particulars apply to— H. J. DAVEY, Carrier, 276 Somme Parade, Aramoho. 'Phone 4055. A. BARCLAY, Fordell, Buyer. — [1205, 574, 1419, 652]
lot-items: EWES. — [1698, 1182, 1726, 1192]
station-programme: 5.0: Light musical programme. 6.0: Close down. 7.0: After dinner music. 8.0: "Variety on the Air." 8.30: Light recitals, introducing Marek Weber and his Orchestra, Harry Death (bass), Fred Hartley (piano). 10.0: Close down. — [743, 577, 952, 617]
station-name: 2FC, SYDNEY. — [816, 993, 879, 1003]
article-paragraph: During the week-end Bulls Tennis Club won the Linklater Cup from Levin after a hard tussle, the margin being only two sets. Details are as follows, Bulls players being mentioned first:— — [521, 157, 731, 201]
column-rule — [737, 67, 738, 1960]
lot-items: SHEEP, including: 150 4 and 5yr. ewes, 250 2th. ewes, 200 ewe lambs, 100 wether lambs, 300 wether lambs, 90 5yr. ewes, 150 ewe lambs, 200 wether lambs, 100 woolly b.f. lambs, 140 ewe lambs, 250 short wether lambs, 140 shorn b.f. lambs, 20 1-shear Romney rams, 10 m.a. Southdown rams, 200 wether lambs, 120 4 and 5yr. ewes, 105 2th. ewes, 130 ewe lambs, 160 shorn b.f. lambs, 150 wether lambs, 20 5yr. ewes, 70 prime ewes, 50 fat wethers, 100 5yr. ewes, 100 m.a. ewes, 16 1-shear Southdown rams, 70 2th. ewes, 80 m.a. ewes, 150 5 and 6yr. ewes, 180 shorn b.f. lambs, 80 wether lambs, 170 ewe lambs, 110 wether lambs. A/c H. M. Speed, Esq., Makirikiri: 100 a.m. 6th. ewes, 350 a.m. 4yr. ewes, 150 2th. ewes. A/c L. C. Anderson, Esq., Parihauhau: 150 5yr. aged-marked ewes. A/c W. H. Anderson, Esq., Parihauhau: 200 5yr. aged-marked ewes. A/c G. McLeod, Esq.: 200 4yr. ewes. A/c Messrs. Robinson Bros., Kakatahi: 600 4 and 5yr. ewes. — [1656, 157, 1867, 360]
advert-body: LARGE STOCKS OF LUGGAGE CARRIERS, TRAILER COUPLINGS, SUN VISORS, FAN BELTS, GENERAL ACCESSORIES. PHONE 3384. 28 RIDGWAY ST. (opp. Parkville). — [966, 431, 1191, 475]
sale-note: STORE SHEEP SALE, 12.30 SHARP. — [1688, 426, 1835, 437]
advert-headline: PIGS — [1742, 1209, 1781, 1227]
